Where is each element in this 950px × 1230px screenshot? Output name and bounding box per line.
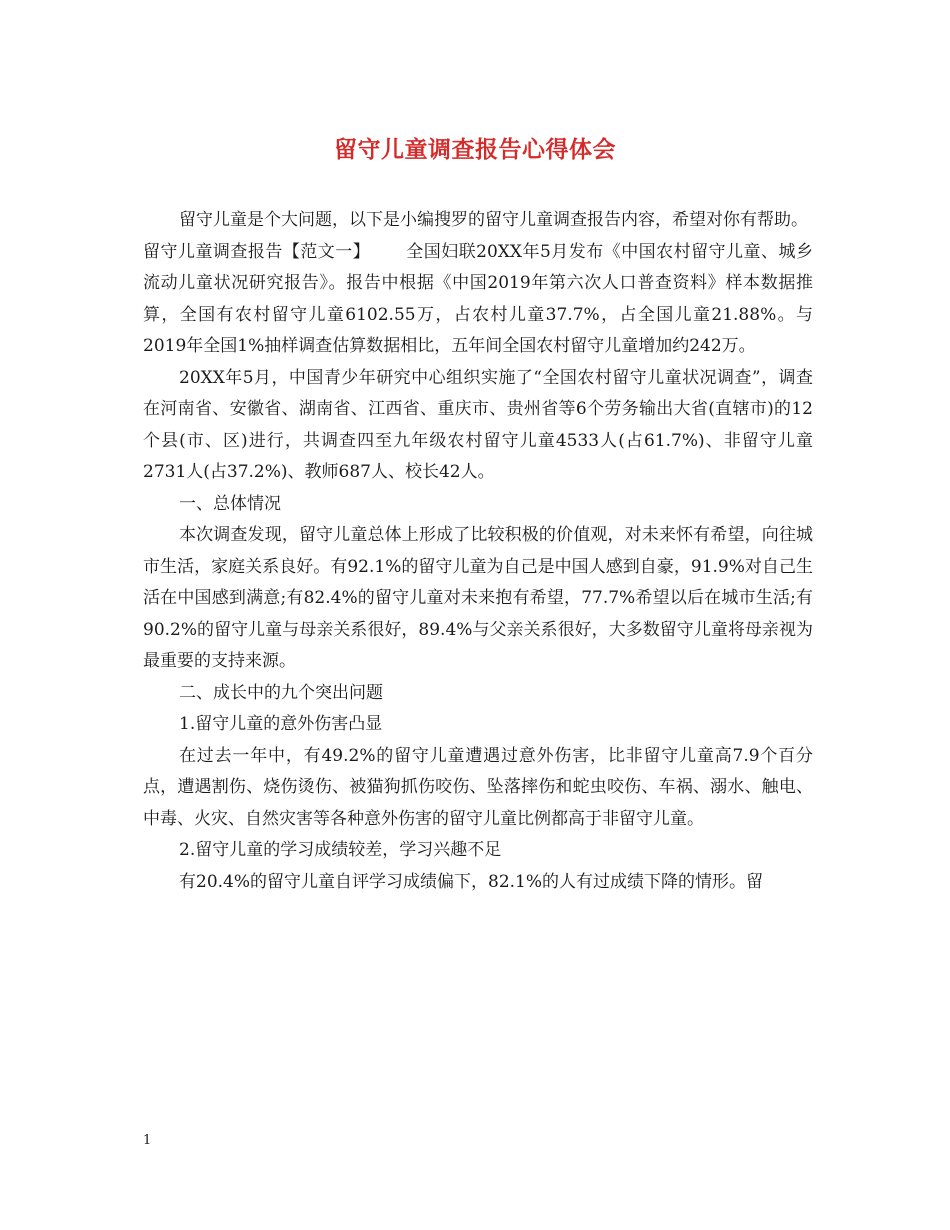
page-number: 1 [143,1133,152,1148]
item-1-text: 在过去一年中，有49.2%的留守儿童遭遇过意外伤害，比非留守儿童高7.9个百分点，遭遇割伤、烧伤烫伤、被猫狗抓伤咬伤、坠落摔伤和蛇虫咬伤、车祸、溺水、触电、中毒、火灾、自然灾害等各种意外伤害的留守儿童比例都高于非留守儿童。 [143,745,813,829]
document-body [143,205,813,898]
section-2-heading: 二、成长中的九个突出问题 [179,682,383,703]
sample-paragraph [143,237,813,363]
section-1-heading: 一、总体情况 [179,493,281,514]
item-1-heading: 1.留守儿童的意外伤害凸显 [179,714,383,734]
item-2-text: 有20.4%的留守儿童自评学习成绩偏下，82.1%的人有过成绩下降的情形。留 [179,871,764,892]
section-1-text: 本次调查发现，留守儿童总体上形成了比较积极的价值观，对未来怀有希望，向往城市生活，家庭关系良好。有92.1%的留守儿童为自己是中国人感到自豪，91.9%对自己生活在中国感到满意;有82.4%的留守儿童对未来抱有希望，77.7%希望以后在城市生活;有90.2%的留守儿童与母亲关系很好，89.4%与父亲关系很好，大多数留守儿童将母亲视为最重要的支持来源。 [143,525,813,671]
intro-paragraph: 留守儿童是个大问题，以下是小编搜罗的留守儿童调查报告内容，希望对你有帮助。 [179,210,808,230]
document-title: 留守儿童调查报告心得体会 [334,136,616,163]
item-2-heading: 2.留守儿童的学习成绩较差，学习兴趣不足 [179,840,502,860]
sample-heading: 留守儿童调查报告【范文一】 [143,241,371,262]
paragraph-1-text: 全国妇联20XX年5月发布《中国农村留守儿童、城乡流动儿童状况研究报告》。报告中根据《中国2019年第六次人口普查资料》样本数据推算，全国有农村留守儿童6102.55万，占农村儿童37.7%，占全国儿童21.88%。与2019年全国1%抽样调查估算数据相比，五年间全国农村留守儿童增加约242万。 [143,241,813,356]
paragraph-2: 20XX年5月，中国青少年研究中心组织实施了“全国农村留守儿童状况调查”，调查在河南省、安徽省、湖南省、江西省、重庆市、贵州省等6个劳务输出大省(直辖市)的12个县(市、区)进行，共调查四至九年级农村留守儿童4533人(占61.7%)、非留守儿童2731人(占37.2%)、教师687人、校长42人。 [143,367,813,482]
